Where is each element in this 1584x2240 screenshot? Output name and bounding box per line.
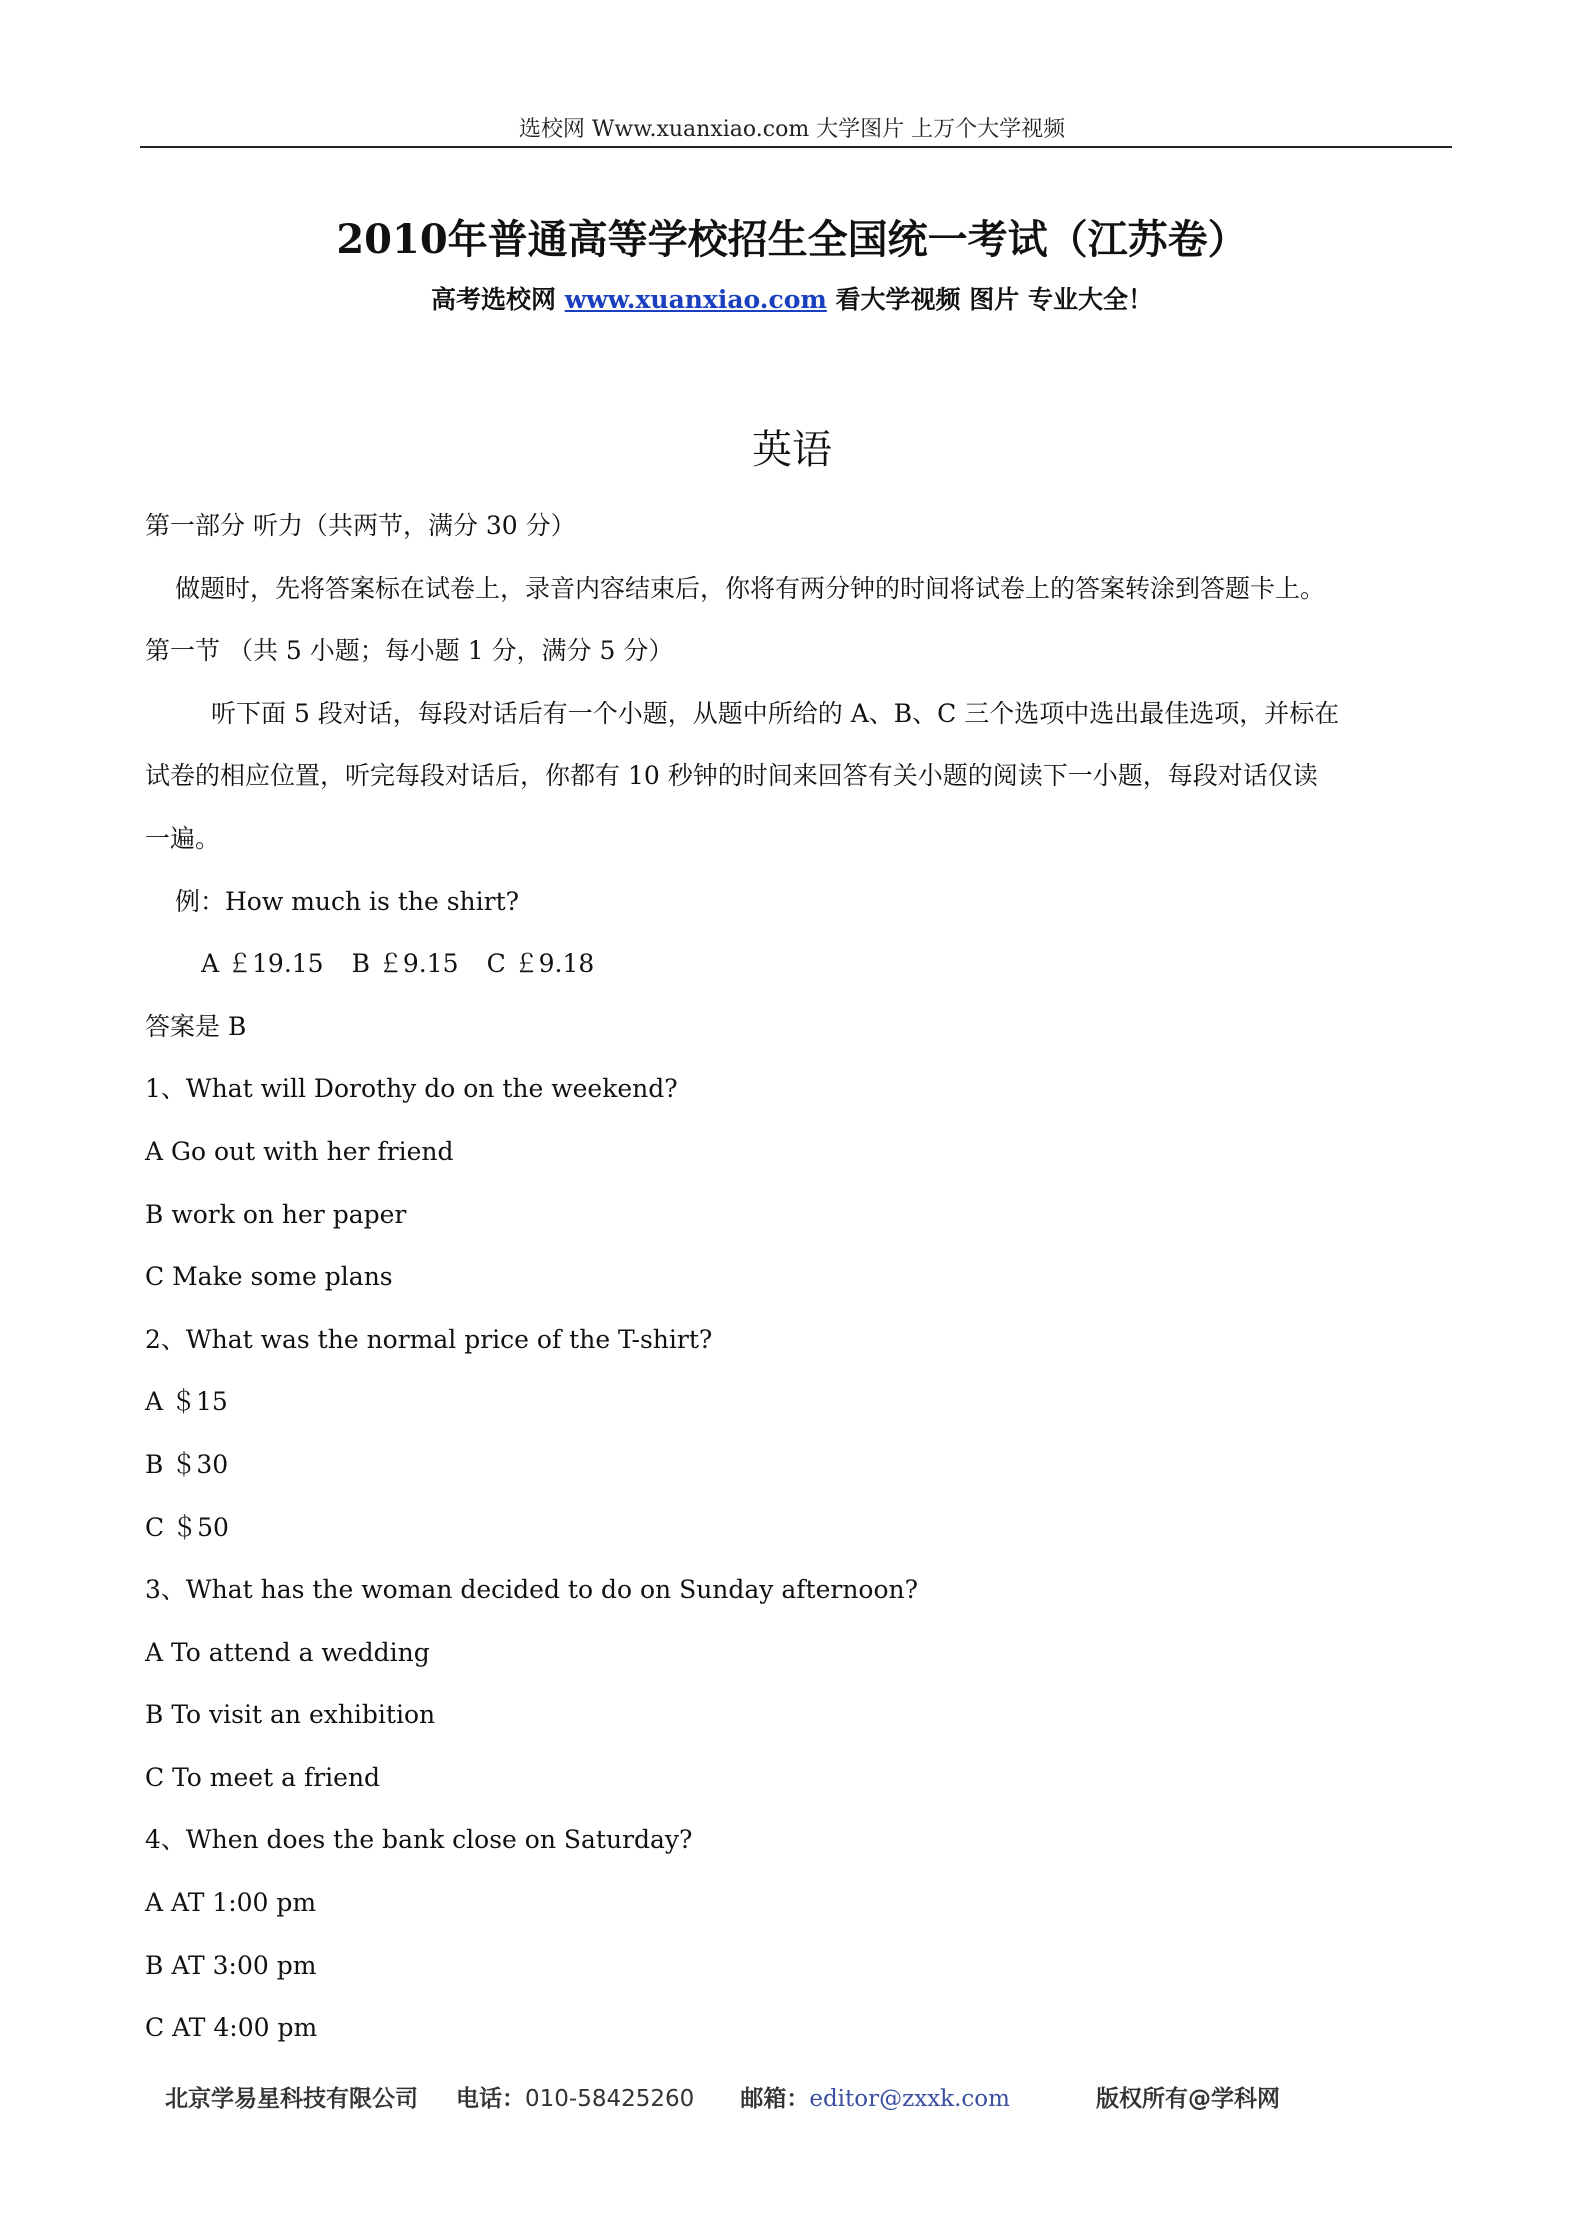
section1-instructions-line2: 试卷的相应位置，听完每段对话后，你都有 10 秒钟的时间来回答有关小题的阅读下一小题，每段对话仅读 bbox=[145, 761, 1318, 791]
section1-heading: 第一节 （共 5 小题；每小题 1 分，满分 5 分） bbox=[145, 636, 674, 666]
part1-instructions: 做题时，先将答案标在试卷上，录音内容结束后，你将有两分钟的时间将试卷上的答案转涂到答题卡上。 bbox=[175, 573, 1326, 603]
question-3: 3、What has the woman decided to do on Sunday afternoon? bbox=[145, 1575, 919, 1605]
part1-heading: 第一部分 听力（共两节，满分 30 分） bbox=[145, 511, 576, 540]
exam-title: 2010年普通高等学校招生全国统一考试（江苏卷） bbox=[336, 216, 1248, 263]
question-2: 2、What was the normal price of the T-shirt? bbox=[145, 1324, 713, 1354]
section1-instructions-line3: 一遍。 bbox=[145, 823, 221, 853]
footer-copyright: 版权所有@学科网 bbox=[1095, 2086, 1280, 2112]
example-options bbox=[145, 933, 1455, 996]
example-question: 例：How much is the shirt? bbox=[175, 886, 520, 916]
question-3-option-b: B To visit an exhibition bbox=[145, 1700, 436, 1730]
footer-phone-label: 电话： bbox=[456, 2086, 526, 2112]
example-option-b: B ￡9.15 bbox=[351, 949, 459, 979]
question-2-option-c: C ＄50 bbox=[145, 1512, 229, 1542]
footer-phone: 010-58425260 bbox=[525, 2086, 695, 2112]
question-4-option-b: B AT 3:00 pm bbox=[145, 1950, 317, 1980]
exam-content bbox=[145, 495, 1455, 2060]
example-option-c: C ￡9.18 bbox=[486, 949, 595, 979]
example-option-a: A ￡19.15 bbox=[201, 949, 324, 979]
question-2-option-a: A ＄15 bbox=[145, 1387, 228, 1417]
question-3-option-a: A To attend a wedding bbox=[145, 1637, 430, 1667]
subject-heading: 英语 bbox=[752, 427, 832, 473]
subtitle-prefix: 高考选校网 bbox=[431, 285, 565, 314]
page-footer bbox=[165, 2080, 1425, 2113]
subtitle-suffix: 看大学视频 图片 专业大全！ bbox=[826, 285, 1153, 314]
question-3-option-c: C To meet a friend bbox=[145, 1762, 381, 1792]
question-4-option-a: A AT 1:00 pm bbox=[145, 1888, 317, 1918]
example-answer: 答案是 B bbox=[145, 1011, 247, 1041]
exam-subtitle bbox=[0, 280, 1584, 316]
question-1-option-c: C Make some plans bbox=[145, 1262, 393, 1292]
question-2-option-b: B ＄30 bbox=[145, 1449, 229, 1479]
question-1: 1、What will Dorothy do on the weekend? bbox=[145, 1074, 678, 1104]
question-4: 4、When does the bank close on Saturday? bbox=[145, 1825, 693, 1855]
footer-company: 北京学易星科技有限公司 bbox=[165, 2086, 418, 2112]
question-1-option-a: A Go out with her friend bbox=[145, 1136, 454, 1166]
page-header: 选校网 Www.xuanxiao.com 大学图片 上万个大学视频 bbox=[518, 117, 1066, 142]
question-4-option-c: C AT 4:00 pm bbox=[145, 2013, 318, 2043]
footer-email-label: 邮箱： bbox=[740, 2086, 810, 2112]
section1-instructions-line1: 听下面 5 段对话，每段对话后有一个小题，从题中所给的 A、B、C 三个选项中选出最佳选项，并标在 bbox=[211, 698, 1340, 728]
header-divider bbox=[140, 146, 1452, 148]
question-1-option-b: B work on her paper bbox=[145, 1199, 407, 1229]
footer-email[interactable]: editor@zxxk.com bbox=[809, 2086, 1010, 2112]
subtitle-link[interactable]: www.xuanxiao.com bbox=[564, 285, 827, 314]
